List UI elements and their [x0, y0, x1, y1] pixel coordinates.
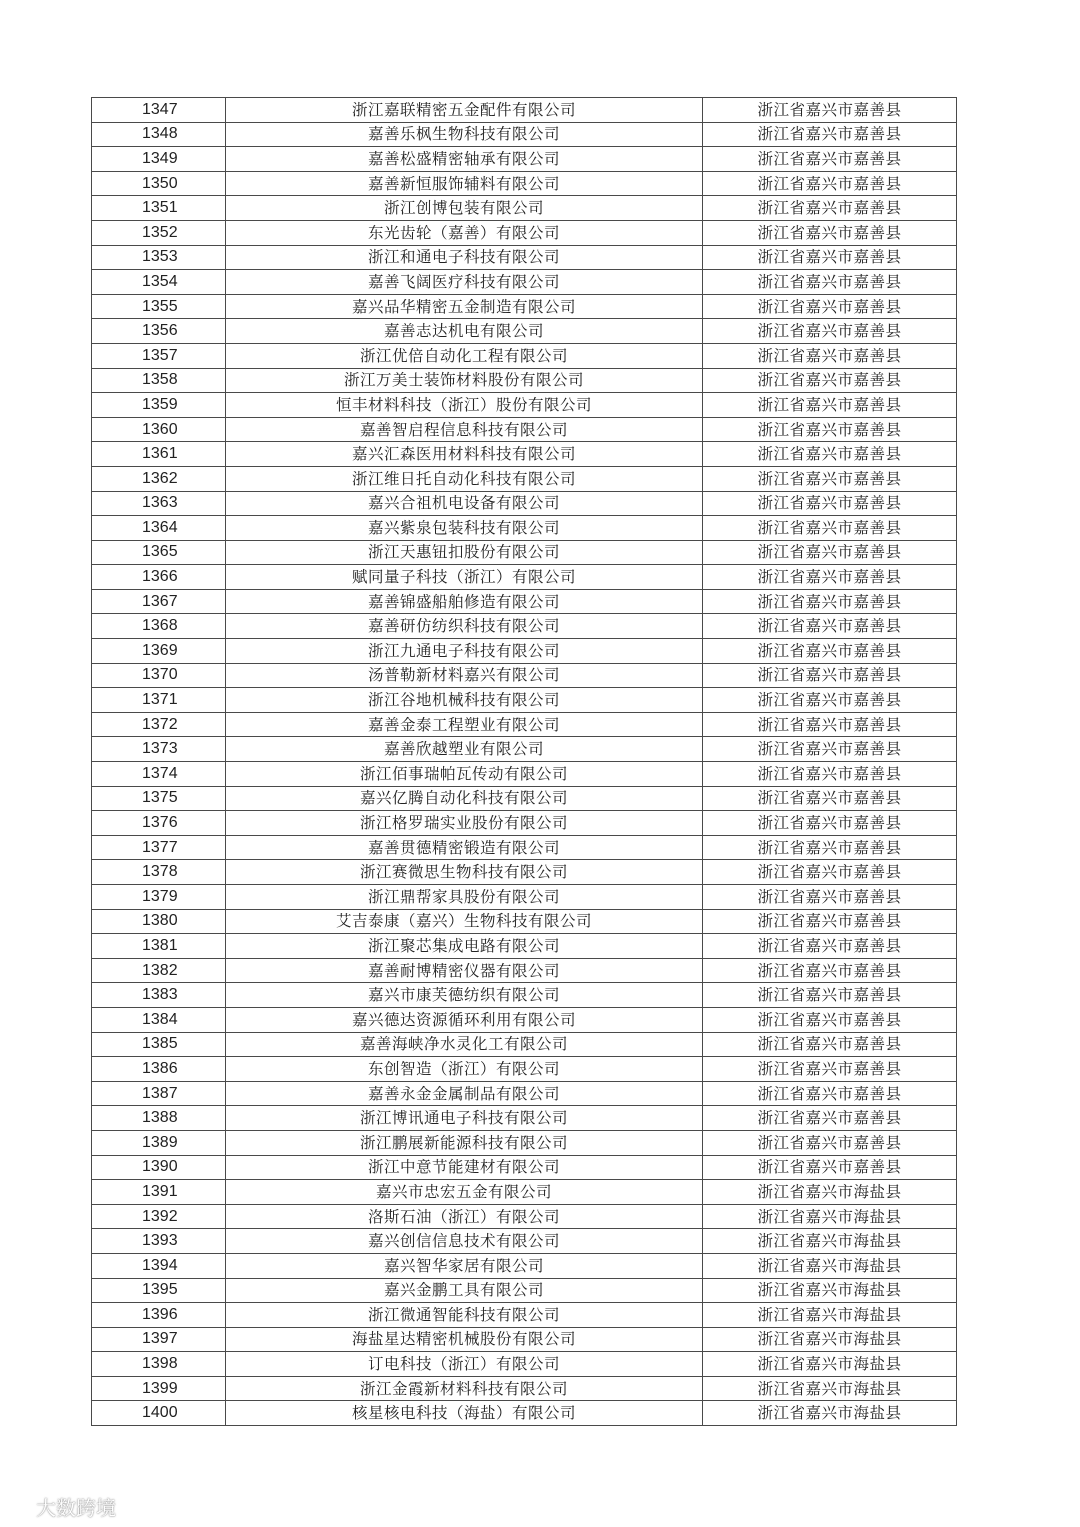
row-number: 1393 — [92, 1229, 226, 1254]
table-row — [92, 540, 957, 565]
table-row — [92, 835, 957, 860]
company-name: 嘉善研仿纺织科技有限公司 — [226, 614, 703, 639]
table-body — [92, 98, 957, 1426]
row-number: 1374 — [92, 762, 226, 787]
row-number: 1377 — [92, 835, 226, 860]
table-row — [92, 98, 957, 123]
row-number: 1375 — [92, 786, 226, 811]
table-row — [92, 712, 957, 737]
row-number: 1356 — [92, 319, 226, 344]
row-number: 1351 — [92, 196, 226, 221]
company-name: 嘉兴市康芙德纺织有限公司 — [226, 983, 703, 1008]
row-number: 1366 — [92, 565, 226, 590]
company-name: 嘉兴市忠宏五金有限公司 — [226, 1180, 703, 1205]
row-number: 1379 — [92, 885, 226, 910]
region: 浙江省嘉兴市嘉善县 — [703, 466, 957, 491]
company-name: 浙江和通电子科技有限公司 — [226, 245, 703, 270]
table-row — [92, 1155, 957, 1180]
row-number: 1381 — [92, 934, 226, 959]
row-number: 1387 — [92, 1081, 226, 1106]
table-row — [92, 786, 957, 811]
table-row — [92, 958, 957, 983]
row-number: 1382 — [92, 958, 226, 983]
region: 浙江省嘉兴市嘉善县 — [703, 368, 957, 393]
company-name: 浙江金霞新材料科技有限公司 — [226, 1376, 703, 1401]
company-name: 汤普勒新材料嘉兴有限公司 — [226, 663, 703, 688]
table-row — [92, 491, 957, 516]
company-name: 浙江创博包装有限公司 — [226, 196, 703, 221]
region: 浙江省嘉兴市海盐县 — [703, 1253, 957, 1278]
company-name: 浙江中意节能建材有限公司 — [226, 1155, 703, 1180]
table-row — [92, 1352, 957, 1377]
row-number: 1365 — [92, 540, 226, 565]
table-row — [92, 319, 957, 344]
company-name: 浙江万美士装饰材料股份有限公司 — [226, 368, 703, 393]
table-row — [92, 245, 957, 270]
company-name: 浙江博讯通电子科技有限公司 — [226, 1106, 703, 1131]
row-number: 1386 — [92, 1057, 226, 1082]
table-row — [92, 1229, 957, 1254]
table-row — [92, 589, 957, 614]
company-name: 浙江九通电子科技有限公司 — [226, 639, 703, 664]
table-row — [92, 639, 957, 664]
row-number: 1394 — [92, 1253, 226, 1278]
row-number: 1398 — [92, 1352, 226, 1377]
table-row — [92, 1376, 957, 1401]
company-name: 浙江微通智能科技有限公司 — [226, 1303, 703, 1328]
table-row — [92, 1057, 957, 1082]
table-row — [92, 1253, 957, 1278]
region: 浙江省嘉兴市嘉善县 — [703, 1007, 957, 1032]
table-row — [92, 294, 957, 319]
region: 浙江省嘉兴市嘉善县 — [703, 737, 957, 762]
row-number: 1400 — [92, 1401, 226, 1426]
company-name: 嘉善志达机电有限公司 — [226, 319, 703, 344]
company-name: 嘉善智启程信息科技有限公司 — [226, 417, 703, 442]
region: 浙江省嘉兴市嘉善县 — [703, 958, 957, 983]
region: 浙江省嘉兴市嘉善县 — [703, 811, 957, 836]
company-name: 嘉兴汇森医用材料科技有限公司 — [226, 442, 703, 467]
company-name: 浙江天惠钮扣股份有限公司 — [226, 540, 703, 565]
table-row — [92, 196, 957, 221]
region: 浙江省嘉兴市嘉善县 — [703, 835, 957, 860]
row-number: 1348 — [92, 122, 226, 147]
table-row — [92, 811, 957, 836]
table-row — [92, 1401, 957, 1426]
company-name: 嘉善永金金属制品有限公司 — [226, 1081, 703, 1106]
table-row — [92, 270, 957, 295]
company-name: 嘉兴金鹏工具有限公司 — [226, 1278, 703, 1303]
company-name: 核星核电科技（海盐）有限公司 — [226, 1401, 703, 1426]
company-name: 浙江维日托自动化科技有限公司 — [226, 466, 703, 491]
region: 浙江省嘉兴市嘉善县 — [703, 220, 957, 245]
table-row — [92, 1278, 957, 1303]
row-number: 1390 — [92, 1155, 226, 1180]
region: 浙江省嘉兴市海盐县 — [703, 1278, 957, 1303]
table-row — [92, 147, 957, 172]
row-number: 1373 — [92, 737, 226, 762]
row-number: 1364 — [92, 516, 226, 541]
row-number: 1380 — [92, 909, 226, 934]
table-row — [92, 1106, 957, 1131]
company-list-table — [91, 97, 957, 1426]
region: 浙江省嘉兴市嘉善县 — [703, 540, 957, 565]
table-row — [92, 442, 957, 467]
table-row — [92, 393, 957, 418]
company-name: 嘉善松盛精密轴承有限公司 — [226, 147, 703, 172]
row-number: 1352 — [92, 220, 226, 245]
row-number: 1389 — [92, 1130, 226, 1155]
table-row — [92, 688, 957, 713]
region: 浙江省嘉兴市嘉善县 — [703, 294, 957, 319]
row-number: 1372 — [92, 712, 226, 737]
region: 浙江省嘉兴市嘉善县 — [703, 245, 957, 270]
row-number: 1355 — [92, 294, 226, 319]
row-number: 1358 — [92, 368, 226, 393]
company-name: 嘉兴品华精密五金制造有限公司 — [226, 294, 703, 319]
region: 浙江省嘉兴市嘉善县 — [703, 762, 957, 787]
region: 浙江省嘉兴市嘉善县 — [703, 270, 957, 295]
region: 浙江省嘉兴市海盐县 — [703, 1303, 957, 1328]
region: 浙江省嘉兴市海盐县 — [703, 1204, 957, 1229]
row-number: 1371 — [92, 688, 226, 713]
company-name: 嘉善海峡净水灵化工有限公司 — [226, 1032, 703, 1057]
region: 浙江省嘉兴市嘉善县 — [703, 1032, 957, 1057]
row-number: 1399 — [92, 1376, 226, 1401]
watermark — [6, 1492, 116, 1521]
company-name: 嘉善欣越塑业有限公司 — [226, 737, 703, 762]
table-row — [92, 1007, 957, 1032]
region: 浙江省嘉兴市嘉善县 — [703, 885, 957, 910]
company-name: 艾吉泰康（嘉兴）生物科技有限公司 — [226, 909, 703, 934]
company-name: 赋同量子科技（浙江）有限公司 — [226, 565, 703, 590]
row-number: 1384 — [92, 1007, 226, 1032]
company-name: 嘉兴合祖机电设备有限公司 — [226, 491, 703, 516]
region: 浙江省嘉兴市嘉善县 — [703, 393, 957, 418]
company-name: 嘉善贯德精密锻造有限公司 — [226, 835, 703, 860]
region: 浙江省嘉兴市海盐县 — [703, 1352, 957, 1377]
row-number: 1368 — [92, 614, 226, 639]
table-row — [92, 737, 957, 762]
row-number: 1378 — [92, 860, 226, 885]
region: 浙江省嘉兴市嘉善县 — [703, 639, 957, 664]
company-name: 恒丰材料科技（浙江）股份有限公司 — [226, 393, 703, 418]
company-name: 浙江格罗瑞实业股份有限公司 — [226, 811, 703, 836]
table-row — [92, 220, 957, 245]
row-number: 1359 — [92, 393, 226, 418]
company-name: 海盐星达精密机械股份有限公司 — [226, 1327, 703, 1352]
company-name: 浙江鹏展新能源科技有限公司 — [226, 1130, 703, 1155]
region: 浙江省嘉兴市嘉善县 — [703, 417, 957, 442]
company-name: 嘉善金泰工程塑业有限公司 — [226, 712, 703, 737]
table-row — [92, 885, 957, 910]
region: 浙江省嘉兴市嘉善县 — [703, 786, 957, 811]
table-row — [92, 1081, 957, 1106]
company-name: 浙江佰事瑞帕瓦传动有限公司 — [226, 762, 703, 787]
region: 浙江省嘉兴市海盐县 — [703, 1401, 957, 1426]
company-name: 浙江优倍自动化工程有限公司 — [226, 343, 703, 368]
company-name: 浙江赛微思生物科技有限公司 — [226, 860, 703, 885]
row-number: 1388 — [92, 1106, 226, 1131]
company-name: 嘉兴德达资源循环利用有限公司 — [226, 1007, 703, 1032]
table-row — [92, 516, 957, 541]
region: 浙江省嘉兴市嘉善县 — [703, 565, 957, 590]
company-name: 嘉善乐枫生物科技有限公司 — [226, 122, 703, 147]
region: 浙江省嘉兴市海盐县 — [703, 1229, 957, 1254]
table-row — [92, 565, 957, 590]
row-number: 1370 — [92, 663, 226, 688]
row-number: 1391 — [92, 1180, 226, 1205]
company-name: 东创智造（浙江）有限公司 — [226, 1057, 703, 1082]
region: 浙江省嘉兴市嘉善县 — [703, 147, 957, 172]
row-number: 1349 — [92, 147, 226, 172]
region: 浙江省嘉兴市嘉善县 — [703, 1081, 957, 1106]
row-number: 1369 — [92, 639, 226, 664]
region: 浙江省嘉兴市嘉善县 — [703, 663, 957, 688]
region: 浙江省嘉兴市嘉善县 — [703, 983, 957, 1008]
company-name: 洛斯石油（浙江）有限公司 — [226, 1204, 703, 1229]
region: 浙江省嘉兴市嘉善县 — [703, 442, 957, 467]
row-number: 1376 — [92, 811, 226, 836]
table-row — [92, 417, 957, 442]
region: 浙江省嘉兴市海盐县 — [703, 1180, 957, 1205]
company-name: 嘉善锦盛船舶修造有限公司 — [226, 589, 703, 614]
region: 浙江省嘉兴市嘉善县 — [703, 614, 957, 639]
region: 浙江省嘉兴市嘉善县 — [703, 860, 957, 885]
table-row — [92, 663, 957, 688]
region: 浙江省嘉兴市嘉善县 — [703, 1155, 957, 1180]
region: 浙江省嘉兴市嘉善县 — [703, 712, 957, 737]
row-number: 1395 — [92, 1278, 226, 1303]
company-name: 嘉善新恒服饰辅料有限公司 — [226, 171, 703, 196]
region: 浙江省嘉兴市海盐县 — [703, 1376, 957, 1401]
table-row — [92, 343, 957, 368]
region: 浙江省嘉兴市嘉善县 — [703, 98, 957, 123]
row-number: 1361 — [92, 442, 226, 467]
region: 浙江省嘉兴市嘉善县 — [703, 196, 957, 221]
company-name: 订电科技（浙江）有限公司 — [226, 1352, 703, 1377]
table-row — [92, 614, 957, 639]
region: 浙江省嘉兴市嘉善县 — [703, 122, 957, 147]
table-row — [92, 368, 957, 393]
company-name: 东光齿轮（嘉善）有限公司 — [226, 220, 703, 245]
company-name: 嘉兴亿腾自动化科技有限公司 — [226, 786, 703, 811]
row-number: 1392 — [92, 1204, 226, 1229]
row-number: 1397 — [92, 1327, 226, 1352]
region: 浙江省嘉兴市嘉善县 — [703, 934, 957, 959]
company-name: 浙江鼎帮家具股份有限公司 — [226, 885, 703, 910]
table-row — [92, 983, 957, 1008]
region: 浙江省嘉兴市嘉善县 — [703, 589, 957, 614]
table-row — [92, 1180, 957, 1205]
row-number: 1383 — [92, 983, 226, 1008]
company-name: 嘉兴智华家居有限公司 — [226, 1253, 703, 1278]
region: 浙江省嘉兴市嘉善县 — [703, 1130, 957, 1155]
region: 浙江省嘉兴市嘉善县 — [703, 1057, 957, 1082]
table-row — [92, 762, 957, 787]
company-name: 嘉善耐博精密仪器有限公司 — [226, 958, 703, 983]
region: 浙江省嘉兴市嘉善县 — [703, 171, 957, 196]
row-number: 1347 — [92, 98, 226, 123]
company-name: 浙江聚芯集成电路有限公司 — [226, 934, 703, 959]
region: 浙江省嘉兴市嘉善县 — [703, 343, 957, 368]
row-number: 1350 — [92, 171, 226, 196]
table-row — [92, 1032, 957, 1057]
row-number: 1360 — [92, 417, 226, 442]
region: 浙江省嘉兴市嘉善县 — [703, 491, 957, 516]
table-row — [92, 909, 957, 934]
company-name: 嘉兴紫泉包装科技有限公司 — [226, 516, 703, 541]
table-row — [92, 1204, 957, 1229]
region: 浙江省嘉兴市嘉善县 — [703, 516, 957, 541]
company-name: 嘉兴创信信息技术有限公司 — [226, 1229, 703, 1254]
row-number: 1363 — [92, 491, 226, 516]
table-row — [92, 1303, 957, 1328]
table-row — [92, 1327, 957, 1352]
table-row — [92, 122, 957, 147]
region: 浙江省嘉兴市海盐县 — [703, 1327, 957, 1352]
company-name: 浙江嘉联精密五金配件有限公司 — [226, 98, 703, 123]
region: 浙江省嘉兴市嘉善县 — [703, 909, 957, 934]
table-row — [92, 934, 957, 959]
table-row — [92, 860, 957, 885]
row-number: 1353 — [92, 245, 226, 270]
row-number: 1362 — [92, 466, 226, 491]
row-number: 1357 — [92, 343, 226, 368]
table-row — [92, 466, 957, 491]
region: 浙江省嘉兴市嘉善县 — [703, 319, 957, 344]
row-number: 1354 — [92, 270, 226, 295]
company-name: 浙江谷地机械科技有限公司 — [226, 688, 703, 713]
table-row — [92, 1130, 957, 1155]
weibo-logo-icon — [6, 1496, 32, 1518]
table-row — [92, 171, 957, 196]
row-number: 1367 — [92, 589, 226, 614]
company-name: 嘉善飞阔医疗科技有限公司 — [226, 270, 703, 295]
region: 浙江省嘉兴市嘉善县 — [703, 688, 957, 713]
row-number: 1396 — [92, 1303, 226, 1328]
region: 浙江省嘉兴市嘉善县 — [703, 1106, 957, 1131]
watermark-text: 大数跨境 — [36, 1496, 116, 1520]
row-number: 1385 — [92, 1032, 226, 1057]
